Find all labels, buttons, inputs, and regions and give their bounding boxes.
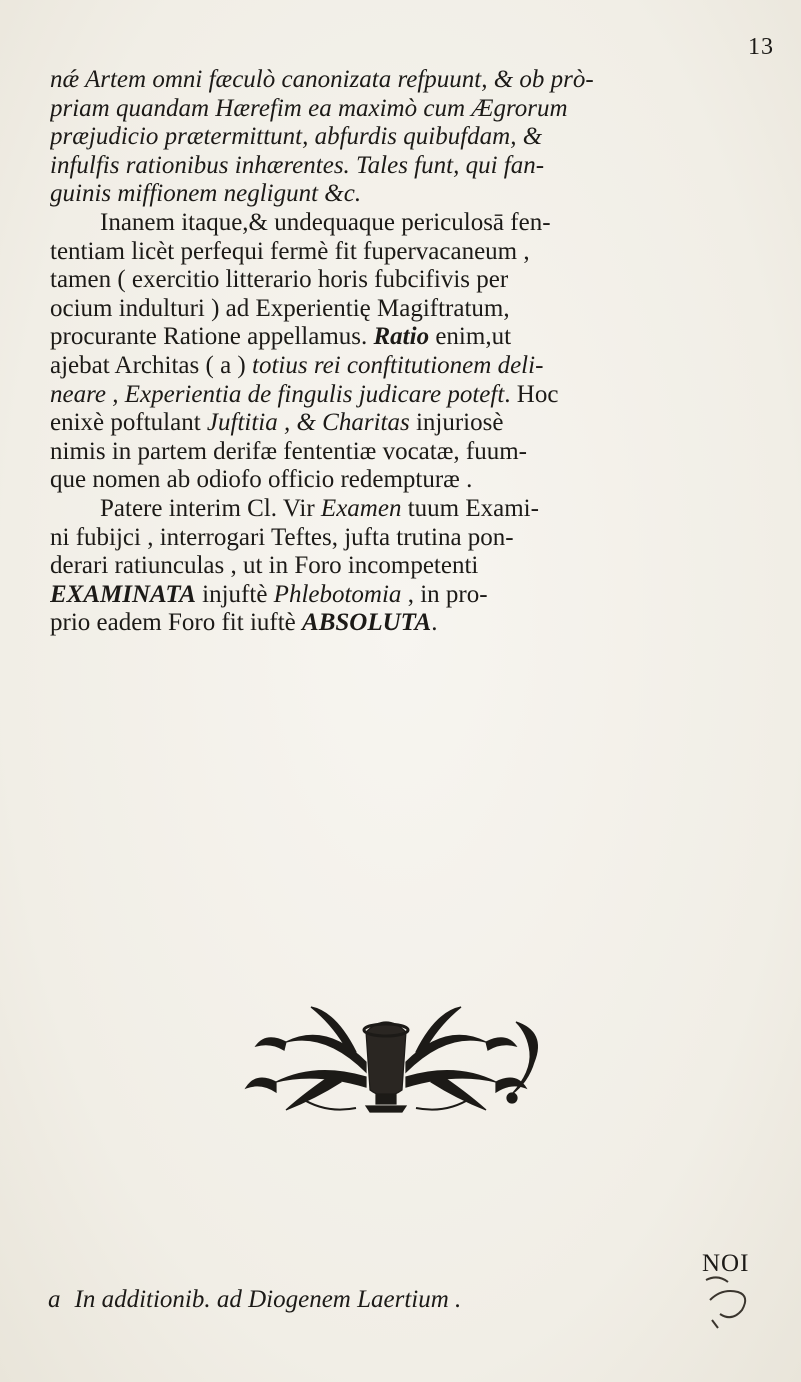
text-line [50,495,770,524]
text-segment: derari ratiunculas , ut in Foro incompetenti [50,552,479,580]
printers-ornament [216,1002,556,1118]
text-line [50,581,770,610]
text-line [50,381,770,410]
text-segment: , in pro- [401,580,488,608]
text-segment: nǽ Artem omni fæculò canonizata refpuunt, & ob prò- [50,66,594,93]
text-line [50,352,770,381]
text-line [50,552,770,581]
text-line [50,409,770,438]
text-line [50,123,770,152]
text-line [50,238,770,267]
text-segment: nimis in partem derifæ fententiæ vocatæ, fuum- [50,437,527,465]
text-segment: tentiam licèt perfequi fermè fit fupervacaneum , [50,237,530,265]
text-segment: Inanem itaque,& undequaque periculosā fen- [50,208,551,236]
text-segment: Examen [320,494,402,522]
text-segment: guinis miffionem negligunt &c. [50,180,362,208]
text-segment: injuftè [195,580,274,608]
text-segment: Juftitia , & Charitas [206,409,410,437]
text-segment: que nomen ab odiofo officio redempturæ . [50,466,473,494]
text-line [50,152,770,181]
text-segment: . Hoc [504,380,559,408]
catchword: NOI [702,1250,750,1277]
text-line [50,466,770,495]
text-line [50,295,770,324]
text-line [50,438,770,467]
text-line [50,180,770,209]
text-line [50,209,770,238]
text-segment: priam quandam Hærefim ea maximò cum Ægrorum [50,94,568,122]
text-segment: Patere interim Cl. Vir [50,494,321,522]
text-segment: EXAMINATA [50,580,196,608]
text-segment: injuriosè [409,409,504,437]
text-segment: ni fubijci , interrogari Teftes, jufta trutina pon- [50,523,514,551]
text-segment: totius rei conftitutionem deli- [252,351,544,379]
handwritten-mark [698,1270,758,1330]
text-segment: præjudicio prætermittunt, abfurdis quibufdam, & [50,123,543,151]
text-line [50,266,770,295]
text-line [50,66,770,95]
text-line [50,95,770,124]
text-line [50,524,770,553]
text-segment: ocium indulturi ) ad Experientię Magiftratum, [50,294,510,322]
text-line [50,609,770,638]
text-segment: ABSOLUTA [302,609,432,637]
footnote [48,1286,461,1314]
text-segment: infulfis rationibus inhærentes. Tales funt, qui fan- [50,151,545,179]
text-segment: enixè poftulant [50,409,207,437]
page-number: 13 [748,34,774,60]
text-segment: tuum Exami- [401,494,539,522]
body-text [50,66,770,638]
text-segment: enim,ut [429,323,512,351]
text-line [50,323,770,352]
text-segment: Phlebotomia [273,580,402,608]
text-segment: ajebat Architas ( a ) [50,351,252,379]
footnote-text: In additionib. ad Diogenem Laertium . [74,1286,462,1313]
text-segment: neare , Experientia de fingulis judicare poteft [50,380,505,408]
text-segment: procurante Ratione appellamus. [50,323,374,351]
text-segment: prio eadem Foro fit iuftè [50,609,303,637]
footnote-mark: a [48,1286,61,1313]
text-segment: tamen ( exercitio litterario horis fubcifivis per [50,266,509,294]
text-segment: . [431,609,438,637]
text-segment: Ratio [373,323,430,351]
